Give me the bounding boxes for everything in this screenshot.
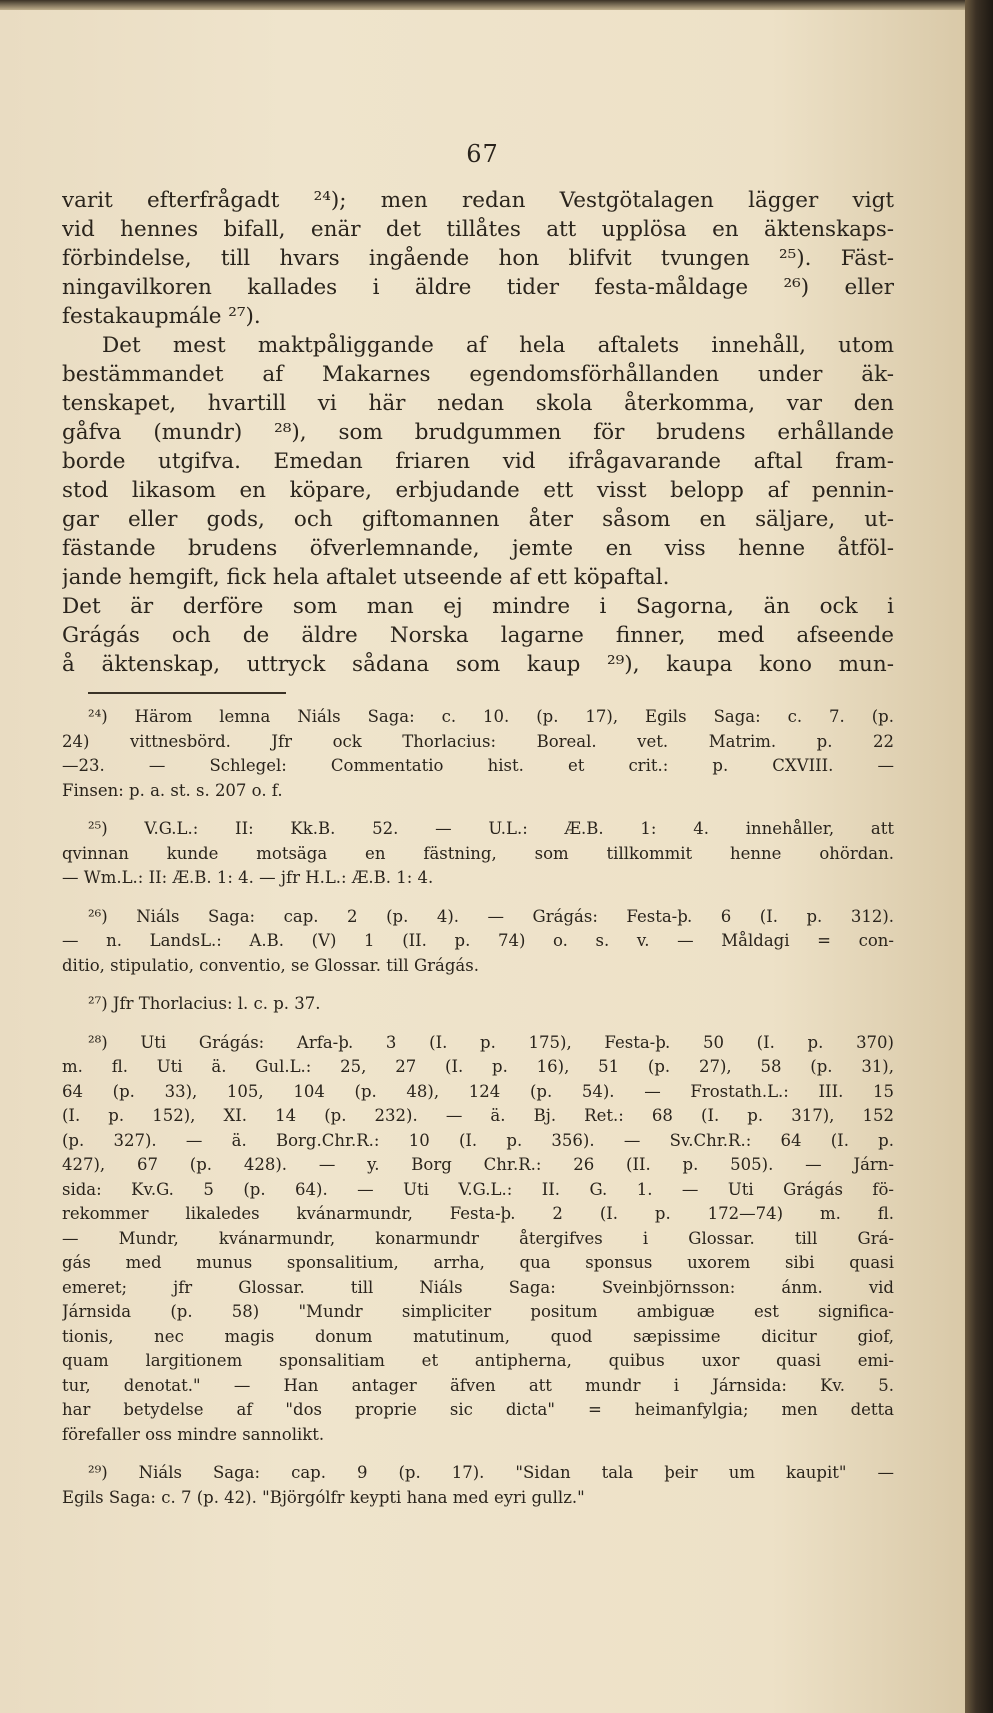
footnote-line: förefaller oss mindre sannolikt.: [62, 1424, 325, 1444]
footnote-line: — n. LandsL.: A.B. (V) 1 (II. p. 74) o. s. v. — Måldagi = con-: [62, 931, 894, 950]
footnote-line: —23. — Schlegel: Commentatio hist. et crit.: p. CXVIII. —: [62, 756, 894, 775]
body-line: stod likasom en köpare, erbjudande ett visst belopp af pennin-: [62, 478, 894, 503]
footnote-line: ²⁷) Jfr Thorlacius: l. c. p. 37.: [88, 994, 321, 1013]
footnote-line: ²⁴) Härom lemna Niáls Saga: c. 10. (p. 17), Egils Saga: c. 7. (p.: [88, 707, 894, 726]
footnote-line: tur, denotat." — Han antager äfven att mundr i Járnsida: Kv. 5.: [62, 1375, 894, 1395]
footnote-line: ²⁵) V.G.L.: II: Kk.B. 52. — U.L.: Æ.B. 1: 4. innehåller, att: [88, 819, 894, 838]
body-line: jande hemgift, fick hela aftalet utseende af ett köpaftal.: [62, 565, 670, 590]
body-line: bestämmandet af Makarnes egendomsförhållanden under äk-: [62, 362, 894, 387]
footnotes: [62, 705, 894, 1524]
body-line: varit efterfrågadt ²⁴); men redan Vestgötalagen lägger vigt: [62, 188, 894, 213]
page-top-edge: [0, 0, 965, 10]
footnote-line: Járnsida (p. 58) "Mundr simpliciter positum ambiguæ est significa-: [62, 1302, 894, 1321]
body-line: förbindelse, till hvars ingående hon blifvit tvungen ²⁵). Fäst-: [62, 246, 894, 271]
footnote-line: emeret; jfr Glossar. till Niáls Saga: Sveinbjörnsson: ánm. vid: [62, 1277, 894, 1297]
footnote: [62, 705, 894, 803]
body-line: fästande brudens öfverlemnande, jemte en viss henne åtföl-: [62, 536, 894, 561]
footnote-line: tionis, nec magis donum matutinum, quod sæpissime dicitur giof,: [62, 1326, 894, 1346]
footnote-line: qvinnan kunde motsäga en fästning, som tillkommit henne ohördan.: [62, 843, 894, 863]
body-line: Det mest maktpåliggande af hela aftalets innehåll, utom: [102, 333, 894, 358]
footnote: [62, 1031, 894, 1448]
footnote-line: quam largitionem sponsalitiam et antipherna, quibus uxor quasi emi-: [62, 1351, 894, 1370]
footnote-line: rekommer likaledes kvánarmundr, Festa-þ. 2 (I. p. 172—74) m. fl.: [62, 1204, 894, 1223]
footnote-line: (p. 327). — ä. Borg.Chr.R.: 10 (I. p. 356). — Sv.Chr.R.: 64 (I. p.: [62, 1130, 894, 1150]
body-line: å äktenskap, uttryck sådana som kaup ²⁹), kaupa kono mun-: [62, 652, 894, 677]
body-line: Grágás och de äldre Norska lagarne finner, med afseende: [62, 623, 894, 648]
page-number: 67: [466, 140, 499, 168]
footnote: [62, 817, 894, 891]
footnote-line: har betydelse af "dos proprie sic dicta" = heimanfylgia; men detta: [62, 1400, 894, 1419]
footnote-line: 427), 67 (p. 428). — y. Borg Chr.R.: 26 (II. p. 505). — Járn-: [62, 1155, 894, 1174]
body-text: [62, 186, 894, 679]
body-line: borde utgifva. Emedan friaren vid ifrågavarande aftal fram-: [62, 449, 894, 474]
body-line: tenskapet, hvartill vi här nedan skola återkomma, var den: [62, 391, 894, 416]
book-spine: [965, 0, 993, 1713]
body-line: Det är derföre som man ej mindre i Sagorna, än ock i: [62, 594, 894, 619]
footnote-line: — Wm.L.: II: Æ.B. 1: 4. — jfr H.L.: Æ.B. 1: 4.: [62, 868, 434, 887]
body-line: gar eller gods, och giftomannen åter såsom en säljare, ut-: [62, 507, 894, 532]
footnote: [62, 992, 894, 1017]
body-line: gåfva (mundr) ²⁸), som brudgummen för brudens erhållande: [62, 420, 894, 445]
footnote: [62, 1461, 894, 1510]
footnote-line: gás med munus sponsalitium, arrha, qua sponsus uxorem sibi quasi: [62, 1253, 894, 1272]
footnote-line: Egils Saga: c. 7 (p. 42). "Björgólfr keypti hana med eyri gullz.": [62, 1487, 585, 1507]
footnote-line: m. fl. Uti ä. Gul.L.: 25, 27 (I. p. 16), 51 (p. 27), 58 (p. 31),: [62, 1057, 894, 1076]
footnote-line: 64 (p. 33), 105, 104 (p. 48), 124 (p. 54). — Frostath.L.: III. 15: [62, 1081, 894, 1101]
body-line: festakaupmále ²⁷).: [62, 304, 261, 329]
footnote-line: ditio, stipulatio, conventio, se Glossar. till Grágás.: [62, 955, 479, 975]
body-line: ningavilkoren kallades i äldre tider festa-måldage ²⁶) eller: [62, 275, 894, 300]
footnote-line: ²⁸) Uti Grágás: Arfa-þ. 3 (I. p. 175), Festa-þ. 50 (I. p. 370): [88, 1032, 894, 1052]
footnote-separator: [88, 692, 286, 694]
footnote-line: sida: Kv.G. 5 (p. 64). — Uti V.G.L.: II. G. 1. — Uti Grágás fö-: [62, 1179, 894, 1199]
footnote-line: (I. p. 152), XI. 14 (p. 232). — ä. Bj. Ret.: 68 (I. p. 317), 152: [62, 1106, 894, 1125]
footnote-line: ²⁹) Niáls Saga: cap. 9 (p. 17). "Sidan tala þeir um kaupit" —: [88, 1463, 894, 1482]
footnote-line: ²⁶) Niáls Saga: cap. 2 (p. 4). — Grágás: Festa-þ. 6 (I. p. 312).: [88, 906, 894, 926]
footnote-line: Finsen: p. a. st. s. 207 o. f.: [62, 780, 283, 800]
footnote: [62, 905, 894, 979]
footnote-line: 24) vittnesbörd. Jfr ock Thorlacius: Boreal. vet. Matrim. p. 22: [62, 731, 894, 751]
footnote-line: — Mundr, kvánarmundr, konarmundr återgifves i Glossar. till Grá-: [62, 1228, 894, 1248]
body-line: vid hennes bifall, enär det tillåtes att upplösa en äktenskaps-: [62, 217, 894, 242]
